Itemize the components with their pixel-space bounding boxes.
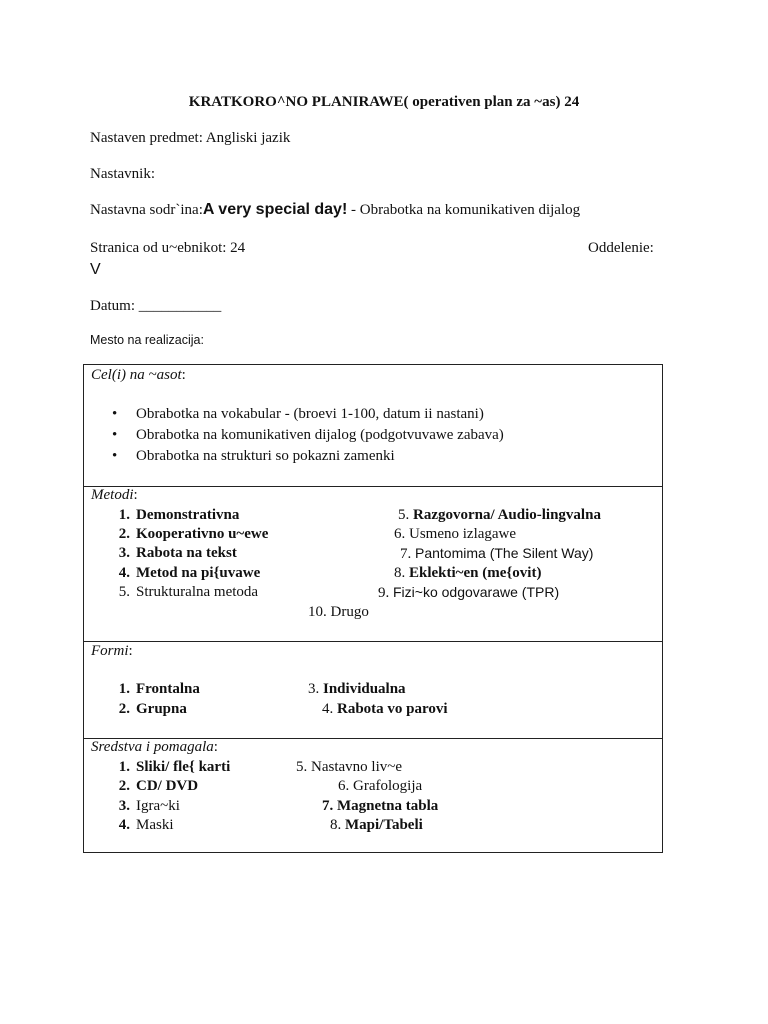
content-label: Nastavna sodr`ina: [90, 202, 203, 218]
goal-item: • Obrabotka na vokabular - (broevi 1-100, datum ii nastani) [112, 406, 484, 422]
content-line [90, 201, 580, 219]
form-item: 2. Grupna [118, 701, 187, 717]
document-title: KRATKORO^NO PLANIRAWE( operativen plan za ~as) 24 [188, 94, 580, 110]
method-item: 9. Fizi~ko odgovarawe (TPR) [378, 584, 560, 601]
means-item: 8. Mapi/Tabeli [330, 817, 423, 833]
method-item: 7. Pantomima (The Silent Way) [400, 545, 594, 562]
goals-heading: Cel(i) na ~asot: [91, 367, 186, 383]
goal-item: • Obrabotka na strukturi so pokazni zamenki [112, 448, 395, 464]
subject-line: Nastaven predmet: Angliski jazik [90, 130, 291, 146]
methods-heading: Metodi: [91, 487, 138, 503]
grade-label: Oddelenie: [588, 240, 654, 256]
means-heading: Sredstva i pomagala: [91, 739, 218, 755]
means-item: 4. Maski [118, 817, 174, 833]
method-item: 3. Rabota na tekst [118, 545, 237, 561]
method-item: 5. Strukturalna metoda [118, 584, 259, 600]
teacher-line: Nastavnik: [90, 166, 155, 182]
method-item: 5. Razgovorna/ Audio-lingvalna [398, 507, 601, 523]
grade-value: V [90, 261, 101, 278]
means-item: 5. Nastavno liv~e [296, 759, 403, 775]
method-item: 6. Usmeno izlagawe [394, 526, 517, 542]
means-item: 1. Sliki/ fle{ karti [118, 759, 231, 775]
form-item: 1. Frontalna [118, 681, 200, 697]
place-line: Mesto na realizacija: [90, 333, 204, 347]
method-item: 2. Kooperativno u~ewe [118, 526, 269, 542]
means-item: 2. CD/ DVD [118, 778, 199, 794]
form-item: 4. Rabota vo parovi [322, 701, 448, 717]
content-rest: - Obrabotka na komunikativen dijalog [347, 202, 581, 218]
method-item: 1. Demonstrativna [118, 507, 240, 523]
content-topic: A very special day! [202, 201, 348, 218]
method-item: 4. Metod na pi{uvawe [118, 565, 261, 581]
means-item: 7. Magnetna tabla [322, 798, 439, 814]
section-divider [84, 486, 662, 487]
lesson-plan-table [83, 364, 663, 853]
method-item: 10. Drugo [308, 604, 369, 620]
method-item: 8. Eklekti~en (me{ovit) [394, 565, 542, 581]
means-item: 3. Igra~ki [118, 798, 180, 814]
goal-item: • Obrabotka na komunikativen dijalog (podgotvuvawe zabava) [112, 427, 504, 443]
form-item: 3. Individualna [308, 681, 406, 697]
means-item: 6. Grafologija [338, 778, 423, 794]
section-divider [84, 641, 662, 642]
page-reference: Stranica od u~ebnikot: 24 [90, 240, 246, 256]
forms-heading: Formi: [91, 643, 133, 659]
date-line: Datum: ___________ [90, 298, 222, 314]
